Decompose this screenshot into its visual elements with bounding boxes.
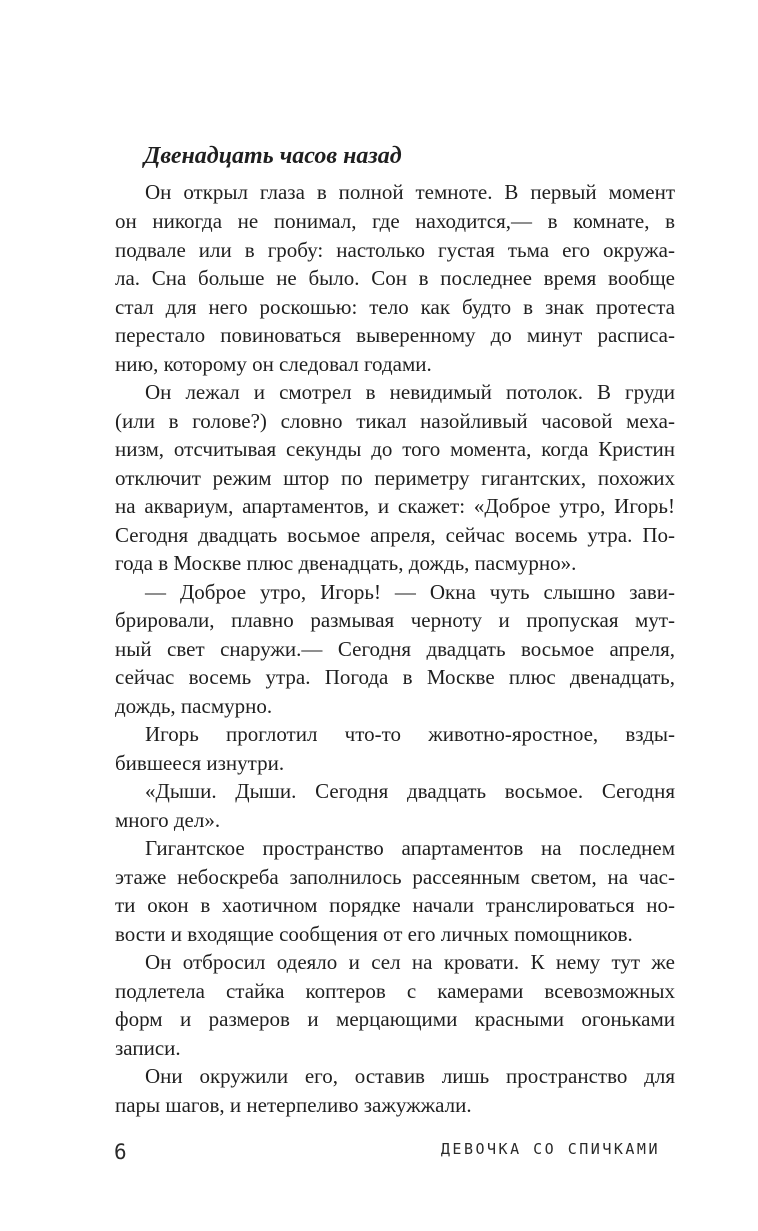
text-line: подлетела стайка коптеров с камерами всевозможных bbox=[115, 979, 675, 1003]
text-line: вости и входящие сообщения от его личных помощников. bbox=[115, 922, 633, 946]
text-line: подвале или в гробу: настолько густая тьма его окружа- bbox=[115, 238, 675, 262]
text-line: отключит режим штор по периметру гигантских, похожих bbox=[115, 466, 675, 490]
text-line: этаже небоскреба заполнилось рассеянным светом, на час- bbox=[115, 865, 675, 889]
text-line: дождь, пасмурно. bbox=[115, 694, 273, 718]
text-line: нию, которому он следовал годами. bbox=[115, 352, 432, 376]
text-line: Он отбросил одеяло и сел на кровати. К нему тут же bbox=[145, 950, 675, 974]
text-line: года в Москве плюс двенадцать, дождь, пасмурно». bbox=[115, 551, 577, 575]
text-line: форм и размеров и мерцающими красными огоньками bbox=[115, 1007, 675, 1031]
text-line: — Доброе утро, Игорь! — Окна чуть слышно зави- bbox=[145, 580, 675, 604]
text-line: на аквариум, апартаментов, и скажет: «Доброе утро, Игорь! bbox=[115, 494, 675, 518]
text-line: Игорь проглотил что-то животно-яростное, взды- bbox=[145, 722, 675, 746]
chapter-heading: Двенадцать часов назад bbox=[144, 143, 402, 169]
text-line: Он открыл глаза в полной темноте. В первый момент bbox=[145, 180, 675, 204]
text-line: пары шагов, и нетерпеливо зажужжали. bbox=[115, 1093, 472, 1117]
text-line: Гигантское пространство апартаментов на последнем bbox=[145, 836, 675, 860]
text-line: много дел». bbox=[115, 808, 221, 832]
text-line: ла. Сна больше не было. Сон в последнее время вообще bbox=[115, 266, 675, 290]
text-line: Они окружили его, оставив лишь пространство для bbox=[145, 1064, 675, 1088]
text-line: «Дыши. Дыши. Сегодня двадцать восьмое. Сегодня bbox=[145, 779, 675, 803]
running-title: ДЕВОЧКА СО СПИЧКАМИ bbox=[440, 1140, 660, 1158]
text-line: (или в голове?) словно тикал назойливый часовой меха- bbox=[115, 409, 675, 433]
text-line: Сегодня двадцать восьмое апреля, сейчас восемь утра. По- bbox=[115, 523, 675, 547]
page-number: 6 bbox=[114, 1140, 127, 1164]
text-line: он никогда не понимал, где находится,— в комнате, в bbox=[115, 209, 675, 233]
text-line: стал для него роскошью: тело как будто в знак протеста bbox=[115, 295, 675, 319]
text-line: брировали, плавно размывая черноту и пропуская мут- bbox=[115, 608, 675, 632]
text-line: Он лежал и смотрел в невидимый потолок. В груди bbox=[145, 380, 675, 404]
text-line: бившееся изнутри. bbox=[115, 751, 285, 775]
text-line: перестало повиноваться выверенному до минут расписа- bbox=[115, 323, 675, 347]
text-line: записи. bbox=[115, 1036, 181, 1060]
text-line: сейчас восемь утра. Погода в Москве плюс двенадцать, bbox=[115, 665, 675, 689]
text-line: ти окон в хаотичном порядке начали транслироваться но- bbox=[115, 893, 675, 917]
text-line: низм, отсчитывая секунды до того момента, когда Кристин bbox=[115, 437, 675, 461]
text-line: ный свет снаружи.— Сегодня двадцать восьмое апреля, bbox=[115, 637, 675, 661]
